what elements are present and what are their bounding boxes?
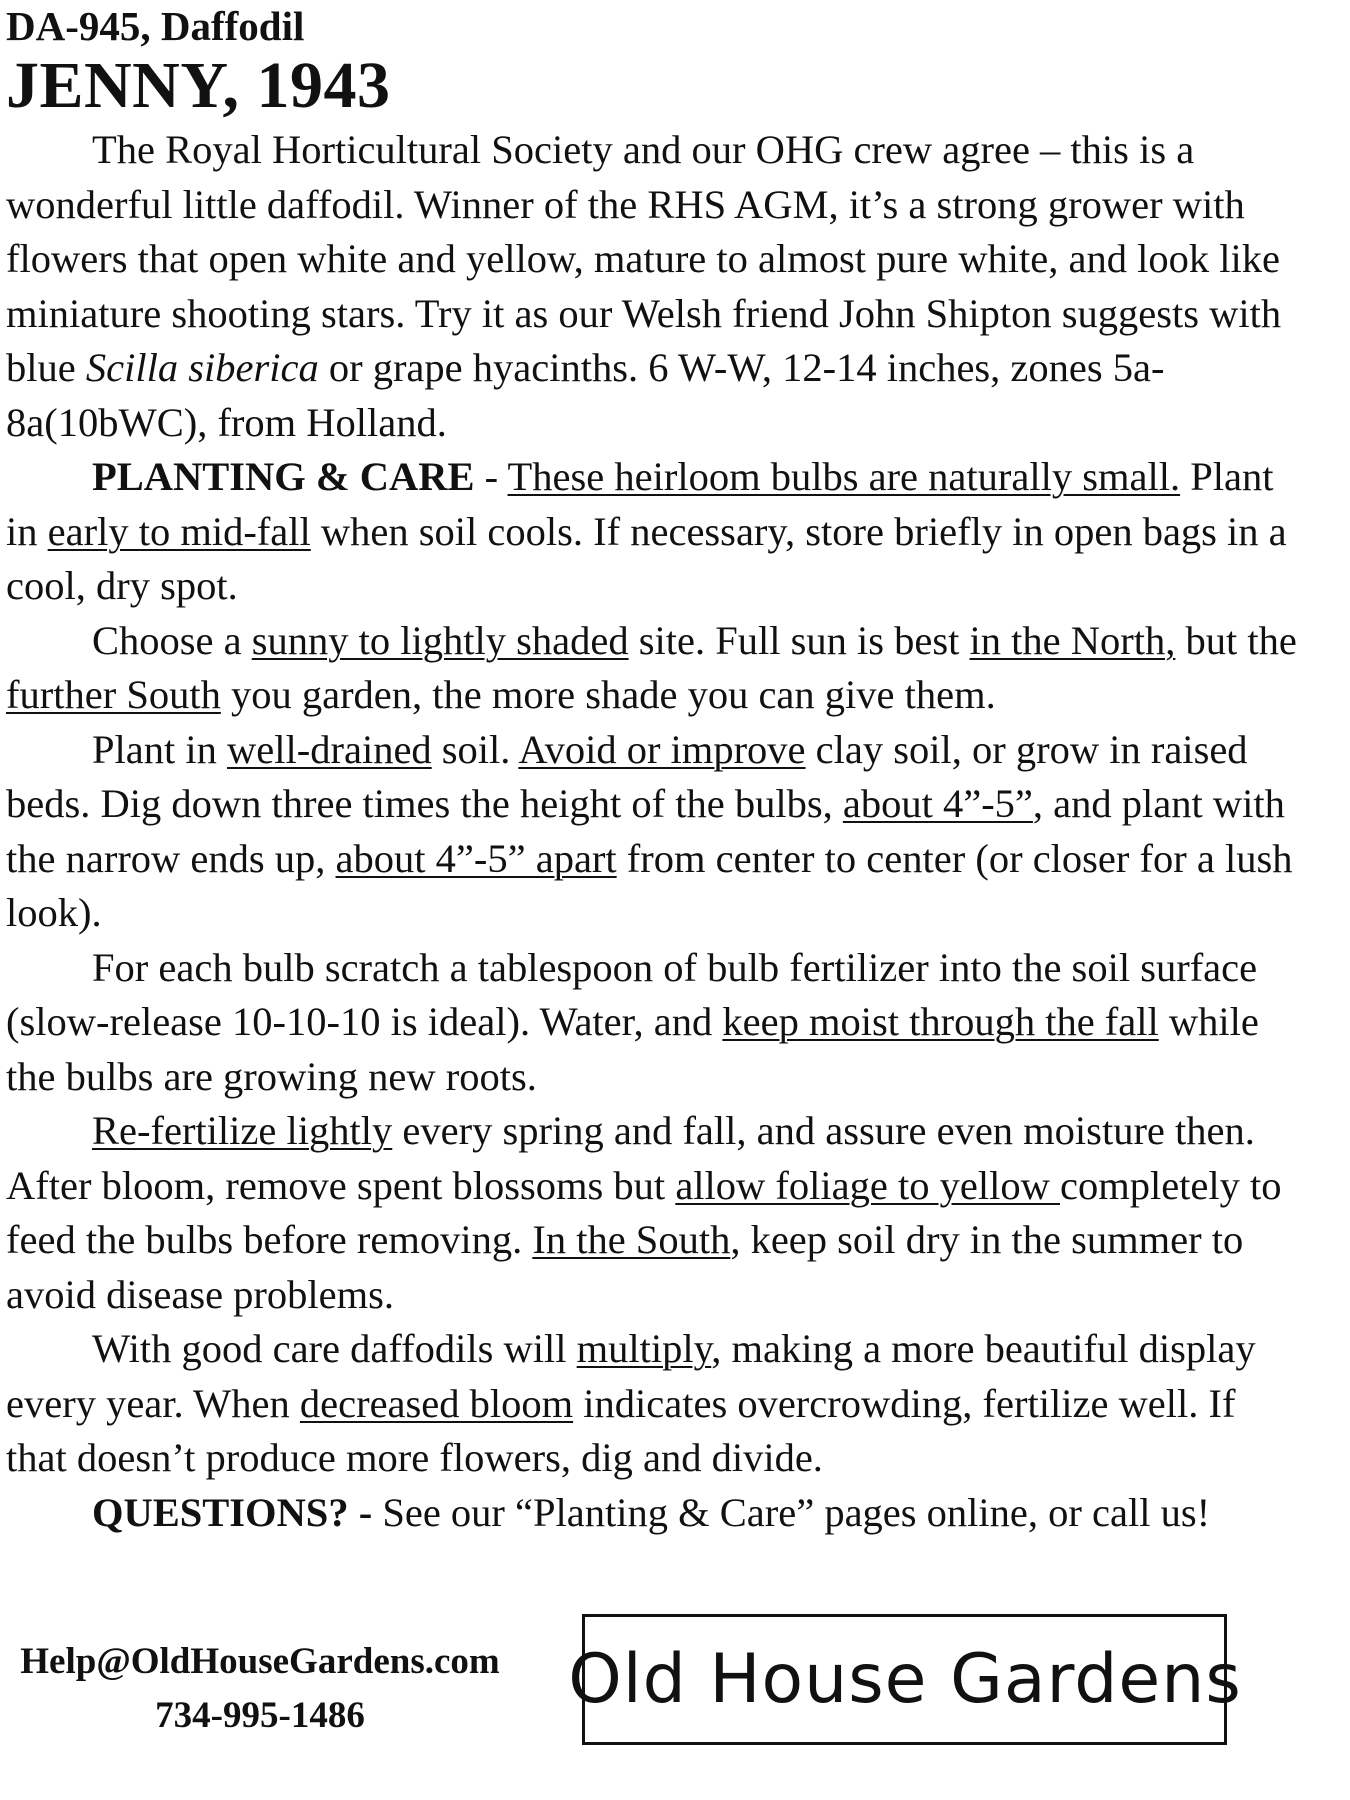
refertilize-text-3: , keep soil dry in the summer to avoid disease problems. (6, 1217, 1244, 1317)
site-text-2: site. Full sun is best (628, 617, 970, 663)
planting-dash: - (474, 454, 508, 499)
soil-paragraph (6, 723, 1306, 941)
multiply-text: With good care daffodils will (92, 1326, 577, 1371)
site-text-4: you garden, the more shade you can give them. (220, 672, 996, 717)
old-house-gardens-logo (567, 1630, 1242, 1730)
planting-time: early to mid-fall (47, 508, 311, 554)
instruction-sheet (6, 0, 1306, 1540)
planting-heading: PLANTING & CARE (92, 454, 475, 499)
multiply-text-2: , making a more beautiful display every year. When (6, 1326, 1256, 1426)
foliage-note: allow foliage to yellow (675, 1162, 1060, 1208)
soil-text-4: , and plant with the narrow ends up, (6, 781, 1285, 881)
soil-drained: well-drained (227, 726, 432, 772)
variety-title: JENNY, 1943 (6, 49, 391, 122)
body-text (6, 123, 1306, 1540)
planting-text: Plant in (6, 454, 1274, 554)
planting-spacing: about 4”-5” apart (335, 835, 617, 881)
multiply-word: multiply (576, 1326, 712, 1371)
questions-heading: QUESTIONS? - (92, 1489, 373, 1535)
contact-email[interactable]: Help@OldHouseGardens.com (20, 1641, 500, 1682)
soil-text-3: clay soil, or grow in raised beds. Dig down three times the height of the bulbs, (6, 726, 1248, 826)
multiply-text-3: indicates overcrowding, fertilize well. If that doesn’t produce more flowers, dig and divide. (6, 1380, 1236, 1480)
site-text: Choose a (92, 617, 252, 663)
planting-text-end: when soil cools. If necessary, store briefly in open bags in a cool, dry spot. (6, 508, 1287, 608)
multiply-paragraph (6, 1322, 1306, 1486)
site-north: in the North, (969, 617, 1176, 663)
site-south: further South (6, 672, 221, 717)
moisture-note: keep moist through the fall (722, 999, 1159, 1044)
intro-text: The Royal Horticultural Society and our OHG crew agree – this is a wonderful little daffodil. Winner of the RHS AGM, it’s a strong grower with flowers that open white and yellow, mature to almost pure white, and look like miniature shooting stars. Try it as our Welsh friend John Shipton suggests with blue (6, 127, 1282, 390)
site-text-3: but the (1175, 617, 1297, 663)
refertilize-text-2: completely to feed the bulbs before removing. (6, 1162, 1282, 1262)
site-sun: sunny to lightly shaded (251, 617, 629, 663)
logo (567, 1614, 1242, 1745)
fertilize-paragraph (6, 941, 1306, 1105)
planting-depth: about 4”-5” (842, 781, 1033, 826)
contact-phone: 734-995-1486 (155, 1695, 365, 1736)
contact-block (0, 1635, 520, 1743)
soil-text-5: from center to center (or closer for a lush look). (6, 835, 1293, 935)
planting-paragraph (6, 450, 1306, 614)
logo-text: Old House Gardens (567, 1639, 1242, 1719)
refertilize-note: Re-fertilize lightly (92, 1108, 393, 1153)
site-paragraph (6, 614, 1306, 723)
refertilize-paragraph (6, 1104, 1306, 1322)
intro-paragraph (6, 123, 1306, 450)
decreased-bloom: decreased bloom (299, 1380, 574, 1426)
questions-paragraph (6, 1486, 1306, 1541)
fertilize-text: For each bulb scratch a tablespoon of bulb fertilizer into the soil surface (slow-release 10-10-10 is ideal). Water, and (6, 944, 1258, 1044)
intro-text-end: or grape hyacinths. 6 W-W, 12-14 inches, zones 5a-8a(10bWC), from Holland. (6, 345, 1165, 445)
soil-text-2: soil. (431, 726, 519, 772)
product-code: DA-945, Daffodil (6, 3, 305, 49)
south-note: In the South (532, 1217, 731, 1262)
soil-text: Plant in (92, 726, 228, 772)
scilla-name: Scilla siberica (85, 345, 319, 390)
bulbs-small-note: These heirloom bulbs are naturally small. (507, 454, 1181, 499)
questions-text: See our “Planting & Care” pages online, or call us! (372, 1489, 1211, 1535)
refertilize-text: every spring and fall, and assure even moisture then. After bloom, remove spent blossoms but (6, 1108, 1255, 1208)
soil-avoid: Avoid or improve (518, 726, 806, 772)
fertilize-text-2: while the bulbs are growing new roots. (6, 999, 1259, 1099)
